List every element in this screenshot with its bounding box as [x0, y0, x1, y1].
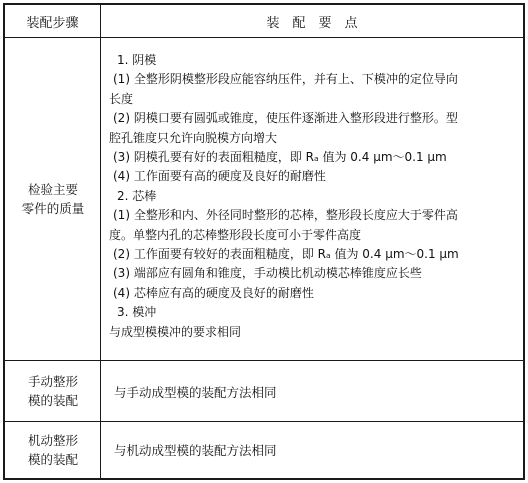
row-points-inspect — [102, 38, 523, 360]
step-line: 检验主要 — [27, 182, 78, 197]
header-points — [101, 5, 523, 37]
row-step-machine — [5, 422, 101, 478]
step-line: 零件的质量 — [21, 201, 85, 216]
point-text: 与机动成型模的装配方法相同 — [114, 443, 277, 458]
point-line: (3) 阴模孔要有好的表面粗糙度，即 Rₐ 值为 0.4 μm～0.1 μm — [113, 150, 447, 165]
point-line: 3. 模冲 — [117, 305, 157, 320]
row-step-manual — [5, 361, 101, 421]
step-line: 手动整形 — [27, 374, 78, 389]
point-line: (1) 全整形和内、外径同时整形的芯棒，整形段长度应大于零件高 — [113, 208, 458, 223]
step-line: 模的装配 — [27, 452, 78, 467]
step-line: 机动整形 — [27, 433, 78, 448]
point-line: 2. 芯棒 — [117, 188, 157, 203]
point-line: 度。单整内孔的芯棒整形段长度可小于零件高度 — [109, 227, 362, 242]
header-step-label: 装配步骤 — [26, 15, 79, 31]
point-line: (2) 阴模口要有圆弧或锥度，使压件逐渐进入整形段进行整形。型 — [113, 111, 458, 126]
point-line: (3) 端部应有圆角和锥度，手动模比机动模芯棒锥度应长些 — [113, 266, 422, 281]
point-line: 1. 阴模 — [117, 53, 157, 67]
row-points-machine — [102, 422, 523, 478]
point-line: 长度 — [109, 91, 134, 106]
row-step-inspect — [5, 38, 101, 360]
point-line: 腔孔锥度只允许向脱模方向增大 — [109, 130, 278, 145]
step-line: 模的装配 — [27, 393, 78, 408]
point-line: (4) 芯棒应有高的硬度及良好的耐磨性 — [113, 285, 314, 300]
point-line: (2) 工作面要有较好的表面粗糙度，即 Rₐ 值为 0.4 μm～0.1 μm — [113, 247, 459, 262]
point-line: (4) 工作面要有高的硬度及良好的耐磨性 — [113, 169, 326, 184]
point-text: 与手动成型模的装配方法相同 — [114, 385, 277, 400]
point-line: (1) 全整形阴模整形段应能容纳压件，并有上、下模冲的定位导向 — [113, 72, 458, 87]
header-step — [5, 5, 100, 37]
header-points-label: 装 配 要 点 — [266, 15, 358, 31]
point-line: 与成型模模冲的要求相同 — [109, 324, 242, 339]
assembly-table — [3, 3, 525, 480]
row-points-manual — [102, 361, 523, 421]
